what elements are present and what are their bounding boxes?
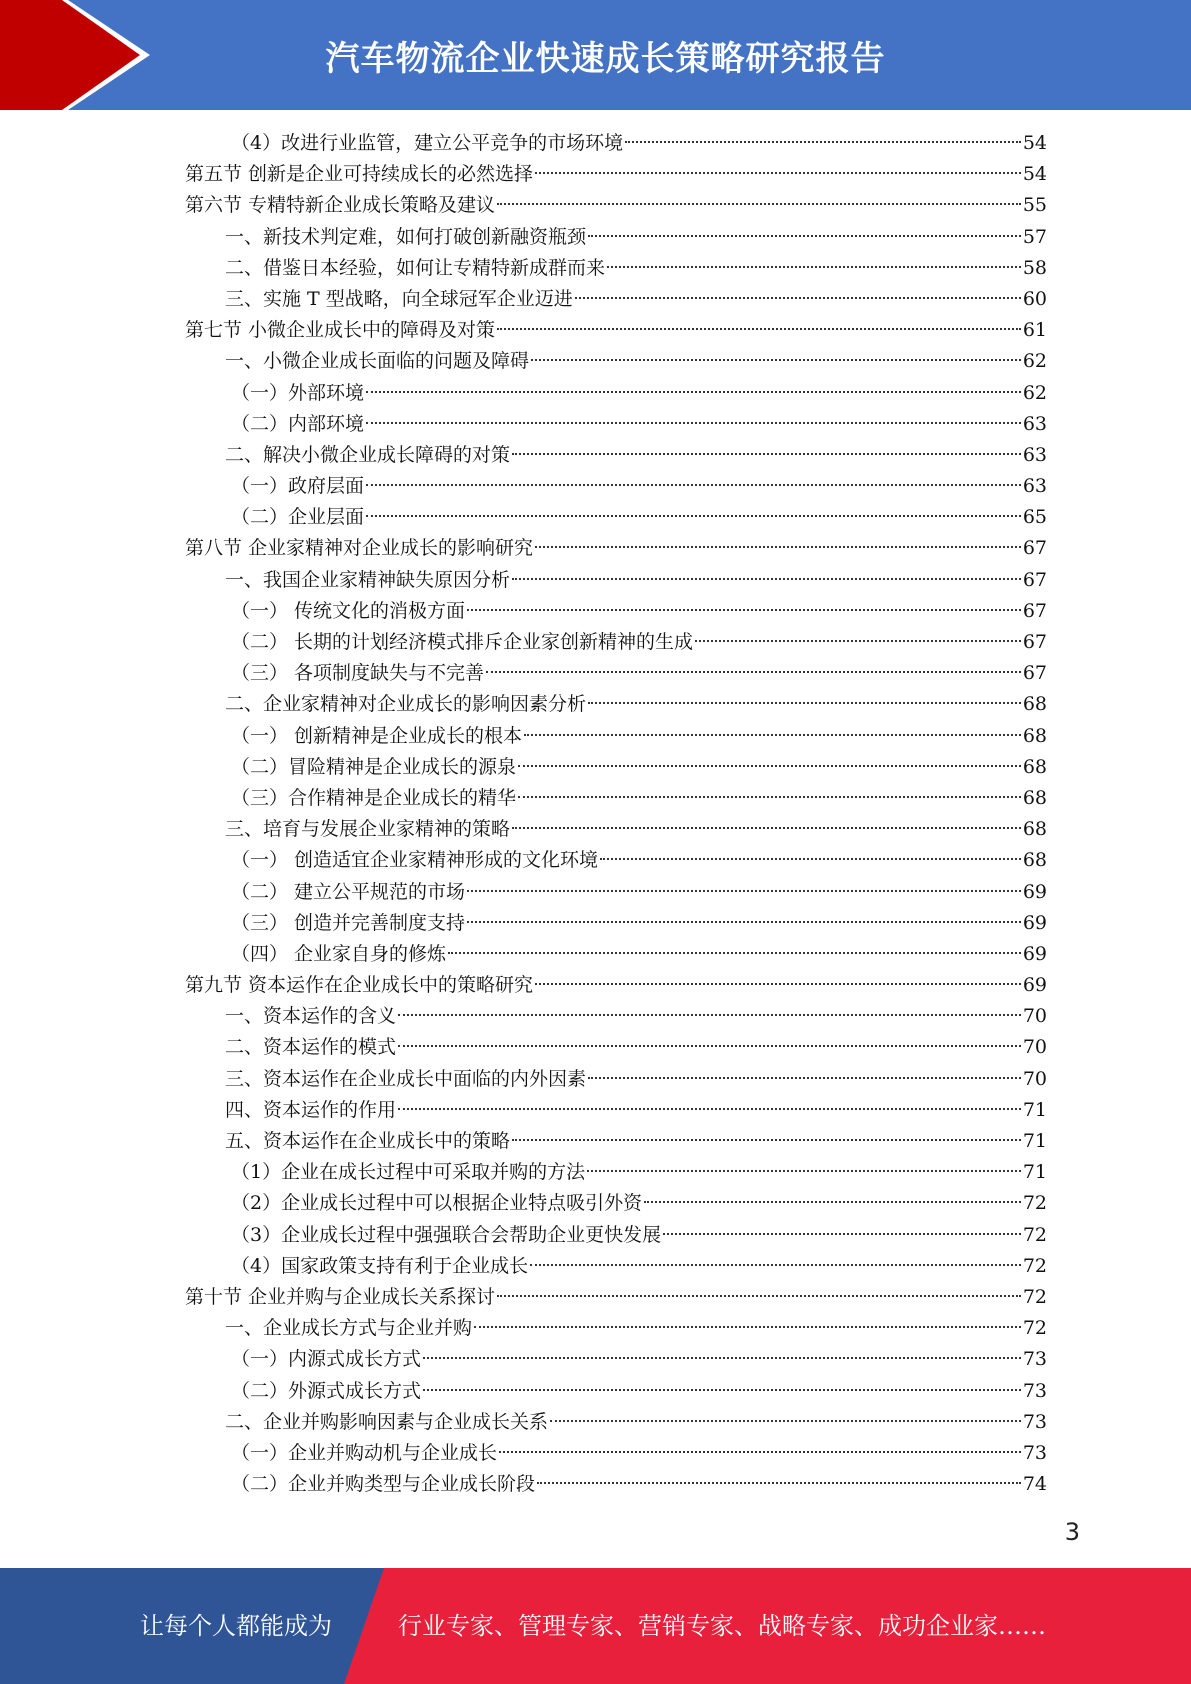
toc-entry-page: 73 (1022, 1410, 1047, 1433)
toc-entry[interactable] (185, 627, 1047, 658)
toc-entry-page: 71 (1022, 1161, 1047, 1184)
toc-entry-title: （一） 创新精神是企业成长的根本 (231, 724, 523, 747)
footer-slogan-right: 行业专家、管理专家、营销专家、战略专家、成功企业家…… (398, 1612, 1046, 1640)
toc-entry-title: 第七节 小微企业成长中的障碍及对策 (185, 319, 496, 342)
toc-entry[interactable] (185, 284, 1047, 315)
toc-dot-leader (499, 1451, 1021, 1453)
toc-dot-leader (423, 1357, 1021, 1359)
toc-entry-page: 72 (1022, 1285, 1047, 1308)
toc-entry-page: 70 (1022, 1005, 1047, 1028)
toc-dot-leader (588, 235, 1021, 237)
toc-entry[interactable] (185, 409, 1047, 440)
toc-dot-leader (663, 1233, 1021, 1235)
toc-entry-title: 第六节 专精特新企业成长策略及建议 (185, 194, 496, 217)
toc-dot-leader (535, 172, 1021, 174)
toc-entry[interactable] (185, 315, 1047, 346)
toc-entry-title: （三） 各项制度缺失与不完善 (231, 662, 485, 685)
toc-dot-leader (644, 1201, 1021, 1203)
toc-entry[interactable] (185, 721, 1047, 752)
toc-entry[interactable] (185, 440, 1047, 471)
toc-entry-title: （三）合作精神是企业成长的精华 (231, 786, 517, 809)
toc-entry-title: 一、新技术判定难，如何打破创新融资瓶颈 (225, 225, 587, 248)
toc-entry-title: 一、小微企业成长面临的问题及障碍 (225, 350, 530, 373)
toc-entry-title: （二）外源式成长方式 (231, 1379, 422, 1402)
toc-entry-page: 72 (1022, 1192, 1047, 1215)
toc-dot-leader (531, 359, 1021, 361)
toc-dot-leader (467, 921, 1021, 923)
toc-dot-leader (398, 1045, 1021, 1047)
toc-entry-page: 57 (1022, 225, 1047, 248)
toc-dot-leader (448, 952, 1021, 954)
toc-entry[interactable] (185, 752, 1047, 783)
toc-entry-page: 68 (1022, 755, 1047, 778)
toc-entry[interactable] (185, 159, 1047, 190)
toc-dot-leader (512, 1139, 1021, 1141)
toc-dot-leader (486, 671, 1021, 673)
toc-entry-page: 71 (1022, 1098, 1047, 1121)
toc-entry[interactable] (185, 222, 1047, 253)
toc-entry-page: 69 (1022, 880, 1047, 903)
toc-entry[interactable] (185, 596, 1047, 627)
toc-dot-leader (587, 1170, 1021, 1172)
toc-dot-leader (497, 203, 1021, 205)
toc-entry-title: （4）国家政策支持有利于企业成长 (231, 1254, 529, 1277)
toc-entry[interactable] (185, 1064, 1047, 1095)
toc-dot-leader (366, 422, 1021, 424)
toc-entry[interactable] (185, 1188, 1047, 1219)
toc-dot-leader (550, 1420, 1021, 1422)
toc-entry-title: （1）企业在成长过程中可采取并购的方法 (231, 1161, 586, 1184)
toc-entry-title: （一） 创造适宜企业家精神形成的文化环境 (231, 849, 599, 872)
toc-entry-title: （二）内部环境 (231, 412, 365, 435)
toc-entry-page: 72 (1022, 1317, 1047, 1340)
toc-entry[interactable] (185, 1438, 1047, 1469)
toc-entry-title: （一）企业并购动机与企业成长 (231, 1441, 498, 1464)
toc-entry-page: 67 (1022, 537, 1047, 560)
toc-dot-leader (575, 297, 1021, 299)
toc-entry-title: 一、我国企业家精神缺失原因分析 (225, 568, 511, 591)
toc-entry-title: （二）企业并购类型与企业成长阶段 (231, 1473, 536, 1496)
toc-entry[interactable] (185, 814, 1047, 845)
page-number: 3 (1064, 1518, 1080, 1546)
toc-entry[interactable] (185, 1407, 1047, 1438)
toc-dot-leader (530, 1264, 1021, 1266)
toc-entry[interactable] (185, 1095, 1047, 1126)
toc-entry-page: 69 (1022, 911, 1047, 934)
toc-entry[interactable] (185, 346, 1047, 377)
toc-entry-page: 69 (1022, 942, 1047, 965)
toc-entry-page: 68 (1022, 818, 1047, 841)
toc-entry[interactable] (185, 1001, 1047, 1032)
toc-entry-page: 62 (1022, 381, 1047, 404)
page-header (0, 0, 1191, 110)
toc-entry-page: 68 (1022, 724, 1047, 747)
toc-dot-leader (512, 578, 1021, 580)
toc-entry[interactable] (185, 565, 1047, 596)
toc-entry[interactable] (185, 1220, 1047, 1251)
toc-entry[interactable] (185, 128, 1047, 159)
toc-entry-page: 67 (1022, 599, 1047, 622)
toc-entry[interactable] (185, 471, 1047, 502)
toc-entry[interactable] (185, 253, 1047, 284)
toc-entry-title: 一、资本运作的含义 (225, 1005, 397, 1028)
toc-dot-leader (467, 609, 1021, 611)
toc-dot-leader (366, 515, 1021, 517)
toc-dot-leader (518, 796, 1021, 798)
toc-entry[interactable] (185, 783, 1047, 814)
toc-entry-title: （二） 建立公平规范的市场 (231, 880, 466, 903)
toc-entry-page: 72 (1022, 1254, 1047, 1277)
toc-entry[interactable] (185, 1032, 1047, 1063)
toc-entry[interactable] (185, 378, 1047, 409)
toc-entry-page: 54 (1022, 132, 1047, 154)
toc-entry-page: 65 (1022, 506, 1047, 529)
toc-entry-page: 62 (1022, 350, 1047, 373)
toc-entry-title: 第五节 创新是企业可持续成长的必然选择 (185, 163, 534, 186)
toc-entry-page: 58 (1022, 256, 1047, 279)
toc-entry-page: 67 (1022, 662, 1047, 685)
toc-entry-title: （一）内源式成长方式 (231, 1348, 422, 1371)
toc-dot-leader (512, 453, 1021, 455)
toc-dot-leader (398, 1108, 1021, 1110)
toc-dot-leader (512, 827, 1021, 829)
toc-entry-title: 二、解决小微企业成长障碍的对策 (225, 443, 511, 466)
toc-entry[interactable] (185, 1157, 1047, 1188)
toc-dot-leader (524, 734, 1021, 736)
toc-entry-page: 60 (1022, 287, 1047, 310)
toc-entry[interactable] (185, 970, 1047, 1001)
toc-entry-title: 二、企业并购影响因素与企业成长关系 (225, 1410, 549, 1433)
toc-entry-title: 一、企业成长方式与企业并购 (225, 1317, 473, 1340)
toc-entry[interactable] (185, 1469, 1047, 1500)
toc-entry[interactable] (185, 1344, 1047, 1375)
toc-dot-leader (588, 702, 1021, 704)
toc-dot-leader (366, 391, 1021, 393)
toc-entry-page: 55 (1022, 194, 1047, 217)
toc-entry-title: 三、培育与发展企业家精神的策略 (225, 818, 511, 841)
toc-entry-page: 68 (1022, 693, 1047, 716)
toc-entry-title: 二、借鉴日本经验，如何让专精特新成群而来 (225, 256, 606, 279)
toc-entry-title: （一） 传统文化的消极方面 (231, 599, 466, 622)
toc-dot-leader (423, 1389, 1021, 1391)
toc-entry-title: （二）企业层面 (231, 506, 365, 529)
toc-entry-title: （二）冒险精神是企业成长的源泉 (231, 755, 517, 778)
toc-entry-title: （一）外部环境 (231, 381, 365, 404)
toc-entry-title: 第八节 企业家精神对企业成长的影响研究 (185, 537, 534, 560)
toc-entry-page: 68 (1022, 849, 1047, 872)
toc-entry-page: 74 (1022, 1473, 1047, 1496)
toc-entry[interactable] (185, 190, 1047, 221)
toc-entry-page: 63 (1022, 443, 1047, 466)
toc-entry-page: 68 (1022, 786, 1047, 809)
toc-dot-leader (695, 640, 1021, 642)
table-of-contents (185, 128, 1047, 1500)
toc-entry[interactable] (185, 1282, 1047, 1313)
toc-entry-page: 69 (1022, 974, 1047, 997)
toc-entry[interactable] (185, 689, 1047, 720)
toc-entry-title: （三） 创造并完善制度支持 (231, 911, 466, 934)
toc-entry-page: 73 (1022, 1348, 1047, 1371)
toc-dot-leader (535, 983, 1021, 985)
toc-entry-title: 二、企业家精神对企业成长的影响因素分析 (225, 693, 587, 716)
toc-entry[interactable] (185, 1126, 1047, 1157)
toc-entry-title: 第九节 资本运作在企业成长中的策略研究 (185, 974, 534, 997)
toc-entry[interactable] (185, 1251, 1047, 1282)
toc-entry-title: 五、资本运作在企业成长中的策略 (225, 1130, 511, 1152)
toc-dot-leader (518, 765, 1021, 767)
toc-dot-leader (366, 484, 1021, 486)
toc-entry-page: 71 (1022, 1130, 1047, 1152)
footer-slogan-left: 让每个人都能成为 (140, 1612, 332, 1640)
toc-entry-title: 四、资本运作的作用 (225, 1098, 397, 1121)
toc-entry-title: （4）改进行业监管，建立公平竞争的市场环境 (231, 132, 624, 154)
toc-dot-leader (474, 1326, 1021, 1328)
toc-entry-page: 63 (1022, 475, 1047, 498)
toc-entry-page: 67 (1022, 568, 1047, 591)
toc-entry[interactable] (185, 502, 1047, 533)
toc-entry-title: 第十节 企业并购与企业成长关系探讨 (185, 1285, 496, 1308)
toc-dot-leader (467, 890, 1021, 892)
toc-entry-title: （四） 企业家自身的修炼 (231, 942, 447, 965)
toc-dot-leader (625, 141, 1021, 143)
toc-entry-page: 63 (1022, 412, 1047, 435)
toc-entry-title: 三、实施 T 型战略，向全球冠军企业迈进 (225, 287, 573, 310)
header-title: 汽车物流企业快速成长策略研究报告 (325, 38, 886, 79)
toc-entry[interactable] (185, 658, 1047, 689)
toc-entry-title: （二） 长期的计划经济模式排斥企业家创新精神的生成 (231, 631, 694, 653)
toc-entry[interactable] (185, 1376, 1047, 1407)
toc-entry-title: （一）政府层面 (231, 475, 365, 498)
toc-entry-title: （3）企业成长过程中强强联合会帮助企业更快发展 (231, 1223, 662, 1246)
toc-entry[interactable] (185, 845, 1047, 876)
toc-dot-leader (600, 858, 1021, 860)
toc-entry-page: 73 (1022, 1441, 1047, 1464)
toc-entry[interactable] (185, 533, 1047, 564)
toc-entry[interactable] (185, 908, 1047, 939)
toc-entry[interactable] (185, 1313, 1047, 1344)
toc-entry-title: 三、资本运作在企业成长中面临的内外因素 (225, 1067, 587, 1090)
toc-dot-leader (398, 1014, 1021, 1016)
toc-entry[interactable] (185, 877, 1047, 908)
toc-dot-leader (607, 266, 1021, 268)
toc-entry-page: 70 (1022, 1067, 1047, 1090)
toc-entry-page: 54 (1022, 163, 1047, 186)
toc-dot-leader (535, 546, 1021, 548)
toc-entry[interactable] (185, 939, 1047, 970)
toc-entry-page: 73 (1022, 1379, 1047, 1402)
toc-entry-page: 61 (1022, 319, 1047, 342)
toc-dot-leader (497, 328, 1021, 330)
toc-entry-title: （2）企业成长过程中可以根据企业特点吸引外资 (231, 1192, 643, 1215)
page-footer (0, 1568, 1191, 1684)
toc-entry-page: 67 (1022, 631, 1047, 653)
toc-dot-leader (588, 1077, 1021, 1079)
toc-entry-page: 70 (1022, 1036, 1047, 1059)
toc-dot-leader (497, 1295, 1021, 1297)
toc-entry-page: 72 (1022, 1223, 1047, 1246)
toc-dot-leader (537, 1482, 1021, 1484)
toc-entry-title: 二、资本运作的模式 (225, 1036, 397, 1059)
